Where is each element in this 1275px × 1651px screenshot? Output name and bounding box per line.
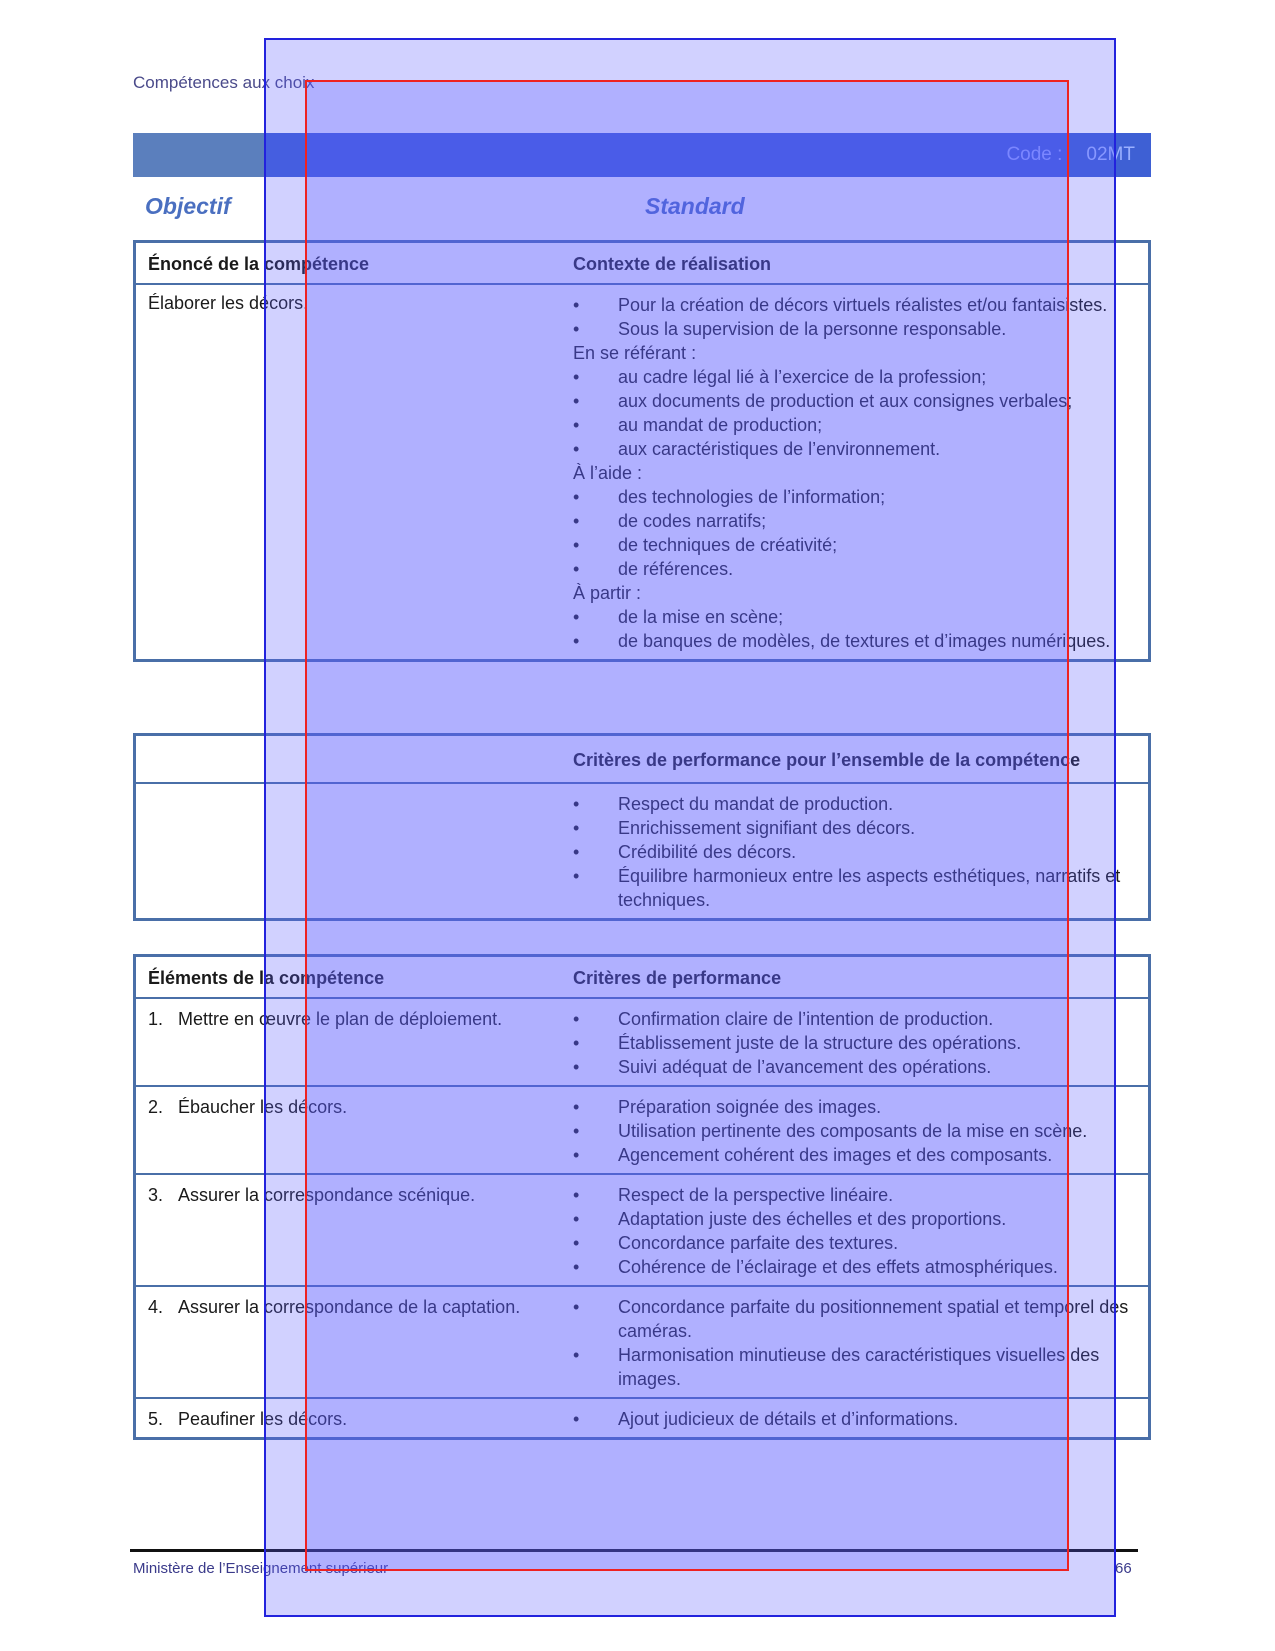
objectif-heading: Objectif [145, 193, 231, 219]
element-1: 1. Mettre en œuvre le plan de déploiement. [148, 1009, 503, 1029]
list-item: • de banques de modèles, de textures et d’images numériques. [573, 629, 1138, 653]
element-3: 3. Assurer la correspondance scénique. [148, 1185, 476, 1205]
list-item: • de la mise en scène; [573, 605, 1138, 629]
element-5: 5. Peaufiner les décors. [148, 1409, 348, 1429]
list-item: • des technologies de l’information; [573, 485, 1138, 509]
list-item: • au mandat de production; [573, 413, 1138, 437]
table-enonce [133, 240, 1151, 662]
enonce-header: Énoncé de la compétence [135, 242, 574, 285]
aide-list [573, 485, 1138, 581]
criteres-ensemble-list [573, 792, 1138, 912]
table-criteres-ensemble [133, 733, 1151, 921]
table-row [135, 1398, 1150, 1439]
criteres-ensemble-header: Critères de performance pour l’ensemble de la compétence [573, 735, 1150, 784]
list-item: • Cohérence de l’éclairage et des effets atmosphériques. [573, 1255, 1138, 1279]
list-item: • Harmonisation minutieuse des caractéristiques visuelles des images. [573, 1343, 1138, 1391]
list-item: • Crédibilité des décors. [573, 840, 1138, 864]
list-item: • Établissement juste de la structure des opérations. [573, 1031, 1138, 1055]
list-item: • Enrichissement signifiant des décors. [573, 816, 1138, 840]
partir-list [573, 605, 1138, 653]
list-item: • de techniques de créativité; [573, 533, 1138, 557]
list-item: • de codes narratifs; [573, 509, 1138, 533]
list-item: • Sous la supervision de la personne responsable. [573, 317, 1138, 341]
competency-statement: Élaborer les décors. [148, 293, 309, 313]
elements-header: Éléments de la compétence [135, 956, 574, 999]
list-item: • Utilisation pertinente des composants de la mise en scène. [573, 1119, 1138, 1143]
element-2: 2. Ébaucher les décors. [148, 1097, 348, 1117]
list-item: • Agencement cohérent des images et des composants. [573, 1143, 1138, 1167]
table-row [135, 998, 1150, 1086]
table-row [135, 1086, 1150, 1174]
list-item: • Équilibre harmonieux entre les aspects esthétiques, narratifs et techniques. [573, 864, 1138, 912]
list-item: • aux documents de production et aux consignes verbales; [573, 389, 1138, 413]
aide-label: À l’aide : [573, 463, 643, 483]
standard-heading: Standard [645, 193, 745, 219]
list-item: • Ajout judicieux de détails et d’informations. [573, 1407, 1138, 1431]
header-title: Compétences aux choix [133, 73, 315, 92]
context-cell [573, 284, 1150, 661]
context-intro-list [573, 293, 1138, 341]
table-row [135, 1286, 1150, 1398]
footer-ministry: Ministère de l’Enseignement supérieur [133, 1560, 389, 1577]
list-item: • Concordance parfaite du positionnement spatial et temporel des caméras. [573, 1295, 1138, 1343]
list-item: • Confirmation claire de l’intention de production. [573, 1007, 1138, 1031]
contexte-header: Contexte de réalisation [573, 242, 1150, 285]
code-value: 02MT [1086, 144, 1135, 165]
ref-list [573, 365, 1138, 461]
table-row [135, 1174, 1150, 1286]
list-item: • Concordance parfaite des textures. [573, 1231, 1138, 1255]
footer-rule [130, 1549, 1138, 1552]
list-item: • Adaptation juste des échelles et des proportions. [573, 1207, 1138, 1231]
page-number: 66 [1115, 1560, 1132, 1577]
list-item: • Respect du mandat de production. [573, 792, 1138, 816]
ref-label: En se référant : [573, 343, 697, 363]
criteres-header: Critères de performance [573, 956, 1150, 999]
list-item: • Pour la création de décors virtuels réalistes et/ou fantaisistes. [573, 293, 1138, 317]
list-item: • au cadre légal lié à l’exercice de la profession; [573, 365, 1138, 389]
competency-code [1006, 144, 1135, 166]
partir-label: À partir : [573, 583, 642, 603]
code-label: Code : [1006, 144, 1063, 165]
element-4: 4. Assurer la correspondance de la captation. [148, 1297, 521, 1317]
list-item: • de références. [573, 557, 1138, 581]
list-item: • Respect de la perspective linéaire. [573, 1183, 1138, 1207]
list-item: • aux caractéristiques de l’environnement. [573, 437, 1138, 461]
table-elements [133, 954, 1151, 1440]
list-item: • Suivi adéquat de l’avancement des opérations. [573, 1055, 1138, 1079]
list-item: • Préparation soignée des images. [573, 1095, 1138, 1119]
